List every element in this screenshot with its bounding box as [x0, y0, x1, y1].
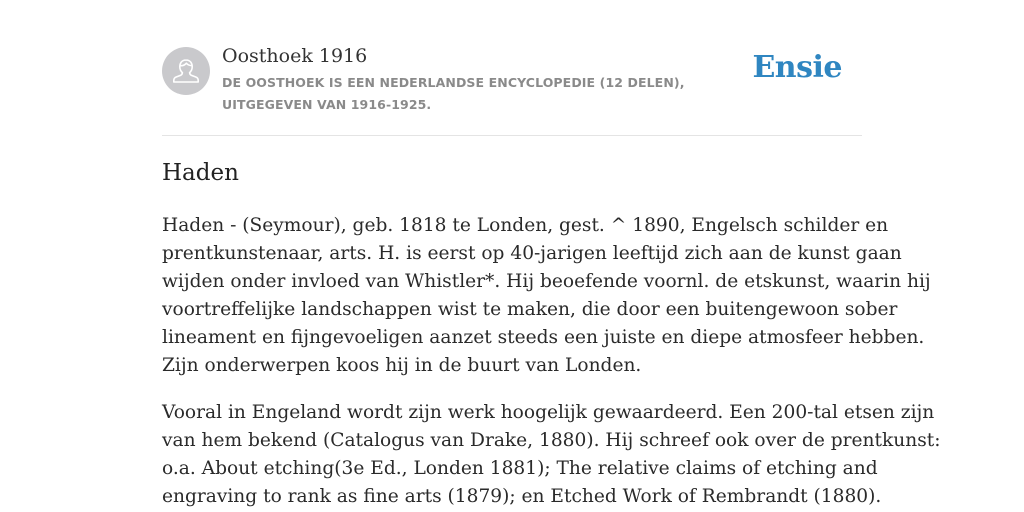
paragraph-line: Vooral in Engeland wordt zijn werk hoogelijk gewaardeerd. Een 200-tal etsen zijn	[162, 402, 935, 423]
paragraph-line: o.a. About etching(3e Ed., Londen 1881); The relative claims of etching and	[162, 458, 878, 479]
paragraph-line: engraving to rank as fine arts (1879); en Etched Work of Rembrandt (1880).	[162, 486, 882, 507]
user-silhouette-icon	[162, 47, 210, 95]
source-avatar[interactable]	[162, 47, 210, 95]
article-paragraph	[162, 212, 931, 380]
source-title[interactable]: Oosthoek 1916	[222, 45, 368, 67]
ensie-logo-link[interactable]: Ensie	[752, 50, 842, 85]
paragraph-line: Haden - (Seymour), geb. 1818 te Londen, gest. ^ 1890, Engelsch schilder en	[162, 215, 889, 236]
article-body	[162, 212, 941, 512]
header-divider	[162, 135, 862, 136]
paragraph-line: Zijn onderwerpen koos hij in de buurt van Londen.	[162, 355, 642, 376]
article-paragraph	[162, 399, 941, 511]
paragraph-line: van hem bekend (Catalogus van Drake, 1880). Hij schreef ook over de prentkunst:	[162, 430, 941, 451]
source-description: DE OOSTHOEK IS EEN NEDERLANDSE ENCYCLOPEDIE (12 DELEN), UITGEGEVEN VAN 1916-1925.	[222, 75, 685, 112]
paragraph-line: voortreffelijke landschappen wist te maken, die door een buitengewoon sober	[162, 299, 898, 320]
source-header	[162, 44, 862, 116]
paragraph-line: lineament en fijngevoeligen aanzet steeds een juiste en diepe atmosfeer hebben.	[162, 327, 925, 348]
paragraph-line: prentkunstenaar, arts. H. is eerst op 40-jarigen leeftijd zich aan de kunst gaan	[162, 243, 902, 264]
article-title: Haden	[162, 160, 239, 186]
paragraph-line: wijden onder invloed van Whistler*. Hij beoefende voornl. de etskunst, waarin hij	[162, 271, 931, 292]
